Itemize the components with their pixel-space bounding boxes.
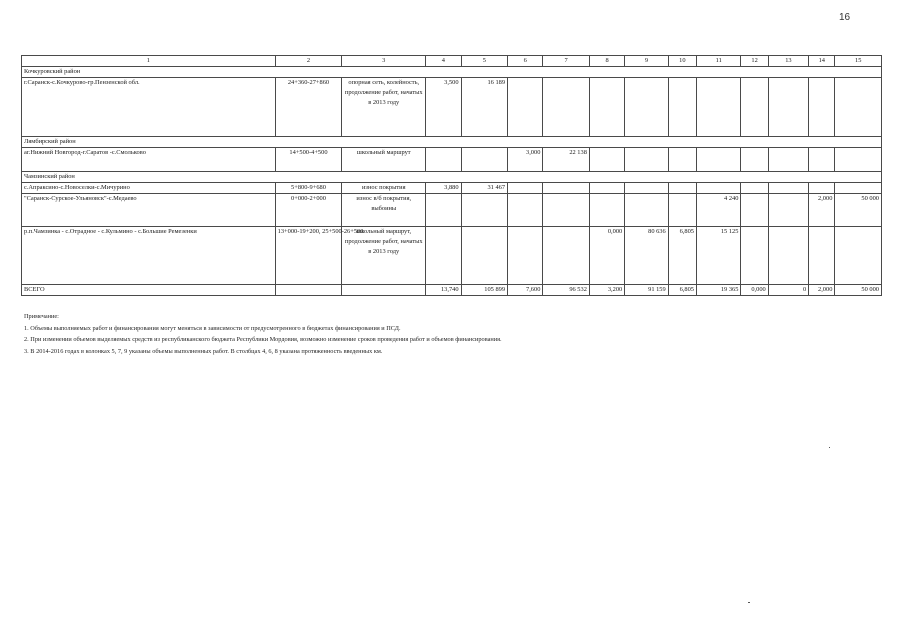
value-cell [741, 193, 768, 226]
work-type: износ в/б покрытия, выбоины [342, 193, 426, 226]
value-cell [741, 182, 768, 193]
column-header: 6 [508, 56, 543, 67]
column-header: 9 [625, 56, 668, 67]
value-cell [768, 193, 808, 226]
value-cell: 13,740 [426, 284, 461, 295]
value-cell [768, 77, 808, 136]
column-header: 14 [809, 56, 835, 67]
column-header: 12 [741, 56, 768, 67]
value-cell [668, 147, 696, 171]
table-row [22, 77, 882, 136]
value-cell [543, 193, 589, 226]
work-type: износ покрытия [342, 182, 426, 193]
value-cell [589, 182, 624, 193]
column-header: 8 [589, 56, 624, 67]
column-header: 4 [426, 56, 461, 67]
value-cell: 22 138 [543, 147, 589, 171]
road-km-range [275, 284, 342, 295]
column-header: 13 [768, 56, 808, 67]
value-cell [768, 226, 808, 284]
value-cell [809, 147, 835, 171]
value-cell [741, 226, 768, 284]
note-item: 1. Объемы выполняемых работ и финансирования могут меняться в зависимости от предусмотренного в бюджетах финансирования и ПСД. [24, 324, 401, 332]
value-cell [461, 193, 507, 226]
value-cell [835, 226, 882, 284]
value-cell [543, 182, 589, 193]
road-km-range: 14+500-4+500 [275, 147, 342, 171]
value-cell [508, 193, 543, 226]
table-row [22, 193, 882, 226]
road-name: г.Саранск-с.Кочкурово-гр.Пензенской обл. [22, 77, 276, 136]
scan-speck [748, 602, 750, 603]
road-km-range: 0+000-2+000 [275, 193, 342, 226]
value-cell: 3,200 [589, 284, 624, 295]
road-name: с.Апраксино-с.Новоселки-с.Мичурино [22, 182, 276, 193]
column-header: 3 [342, 56, 426, 67]
district-row [22, 66, 882, 77]
value-cell [426, 226, 461, 284]
value-cell [696, 77, 740, 136]
roads-table [21, 55, 882, 296]
note-item: 2. При изменении объемов выделяемых средств из республиканского бюджета Республики Мордовия, возможно изменение сроков проведения работ и объемов финансирования. [24, 336, 502, 344]
value-cell [543, 77, 589, 136]
column-header: 7 [543, 56, 589, 67]
value-cell: 3,000 [508, 147, 543, 171]
value-cell [589, 147, 624, 171]
work-type [342, 284, 426, 295]
value-cell [809, 77, 835, 136]
notes-heading: Примечание: [24, 313, 59, 320]
value-cell [696, 147, 740, 171]
column-header: 10 [668, 56, 696, 67]
work-type: школьный маршрут, продолжение работ, начатых в 2013 году [342, 226, 426, 284]
value-cell [508, 182, 543, 193]
value-cell [508, 226, 543, 284]
value-cell [668, 182, 696, 193]
value-cell: 96 532 [543, 284, 589, 295]
work-type: школьный маршрут [342, 147, 426, 171]
value-cell: 50 000 [835, 193, 882, 226]
value-cell [625, 77, 668, 136]
value-cell [835, 147, 882, 171]
value-cell: 91 159 [625, 284, 668, 295]
value-cell: 80 636 [625, 226, 668, 284]
road-km-range: 5+800-9+680 [275, 182, 342, 193]
value-cell [835, 77, 882, 136]
value-cell [426, 147, 461, 171]
total-row [22, 284, 882, 295]
value-cell [835, 182, 882, 193]
value-cell: 2,000 [809, 193, 835, 226]
column-header: 11 [696, 56, 740, 67]
notes [24, 311, 502, 357]
work-type: опорная сеть, колейность, продолжение работ, начатых в 2013 году [342, 77, 426, 136]
road-name: "Саранск-Сурское-Ульяновск"-с.Медаево [22, 193, 276, 226]
column-header: 2 [275, 56, 342, 67]
value-cell: 16 189 [461, 77, 507, 136]
table-row [22, 182, 882, 193]
road-name: аг.Нижний Новгород-г.Саратов -с.Смольково [22, 147, 276, 171]
value-cell [809, 226, 835, 284]
scan-speck [829, 447, 830, 448]
value-cell [741, 147, 768, 171]
value-cell [696, 182, 740, 193]
value-cell: 0,000 [589, 226, 624, 284]
note-item: 3. В 2014-2016 годах в колонках 5, 7, 9 указаны объемы выполненных работ. В столбцах 4, 6, 8 указана протяженность введенных км. [24, 347, 383, 355]
column-header: 1 [22, 56, 276, 67]
value-cell: 15 125 [696, 226, 740, 284]
value-cell: 105 899 [461, 284, 507, 295]
value-cell [426, 193, 461, 226]
district-title: Чамзинский район [22, 171, 882, 182]
value-cell: 3,880 [426, 182, 461, 193]
value-cell [589, 77, 624, 136]
value-cell [461, 226, 507, 284]
value-cell [768, 182, 808, 193]
road-name: р.п.Чамзинка - с.Отрадное - с.Кульмино - с.Большие Ремезенки [22, 226, 276, 284]
road-km-range: 13+000-19+200, 25+500-26+500 [275, 226, 342, 284]
value-cell [741, 77, 768, 136]
value-cell [589, 193, 624, 226]
page-number: 16 [839, 12, 851, 23]
table-row [22, 226, 882, 284]
value-cell [543, 226, 589, 284]
value-cell: 50 000 [835, 284, 882, 295]
value-cell: 3,500 [426, 77, 461, 136]
value-cell [668, 77, 696, 136]
column-header: 5 [461, 56, 507, 67]
value-cell [668, 193, 696, 226]
district-title: Лямбирский район [22, 136, 882, 147]
road-name: ВСЕГО [22, 284, 276, 295]
column-header: 15 [835, 56, 882, 67]
value-cell: 0,000 [741, 284, 768, 295]
value-cell [625, 182, 668, 193]
value-cell: 19 365 [696, 284, 740, 295]
value-cell [625, 147, 668, 171]
value-cell: 6,805 [668, 284, 696, 295]
table-row [22, 147, 882, 171]
road-km-range: 24+360-27+860 [275, 77, 342, 136]
district-row [22, 171, 882, 182]
value-cell [809, 182, 835, 193]
district-row [22, 136, 882, 147]
value-cell: 4 240 [696, 193, 740, 226]
value-cell [625, 193, 668, 226]
district-title: Кочкуровский район [22, 66, 882, 77]
header-row [22, 56, 882, 67]
value-cell: 7,600 [508, 284, 543, 295]
value-cell: 0 [768, 284, 808, 295]
value-cell [508, 77, 543, 136]
value-cell: 2,000 [809, 284, 835, 295]
value-cell [461, 147, 507, 171]
value-cell [768, 147, 808, 171]
value-cell: 6,805 [668, 226, 696, 284]
value-cell: 31 467 [461, 182, 507, 193]
